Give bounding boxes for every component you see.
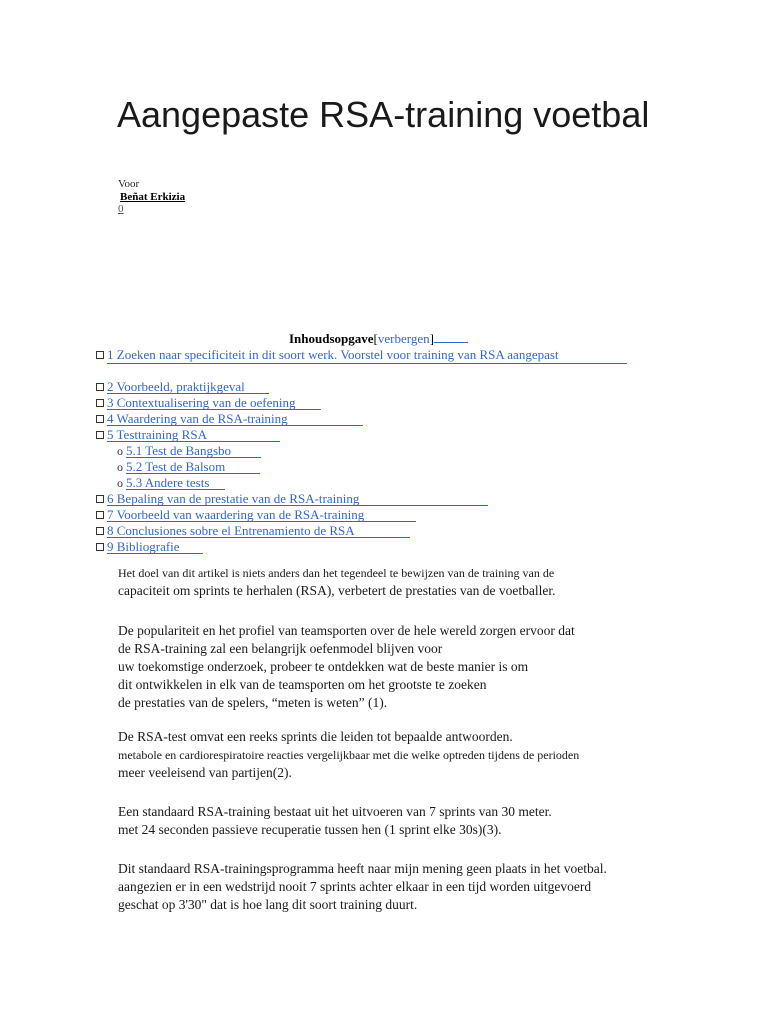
paragraph-line: Dit standaard RSA-trainingsprogramma heeft naar mijn mening geen plaats in het voetbal. — [118, 861, 607, 876]
checkbox-bullet-icon — [96, 415, 104, 423]
toc-link[interactable]: 6 Bepaling van de prestatie van de RSA-training — [107, 492, 488, 506]
paragraph-line: aangezien er in een wedstrijd nooit 7 sprints achter elkaar in een tijd worden uitgevoerd — [118, 879, 592, 894]
paragraph-line: De RSA-test omvat een reeks sprints die leiden tot bepaalde antwoorden. — [118, 729, 513, 744]
ring-bullet-icon: o — [117, 460, 123, 474]
toc-toggle-button[interactable]: verbergen — [377, 331, 430, 346]
paragraph-line: metabole en cardiorespiratoire reacties vergelijkbaar met die welke optreden tijdens de perioden — [118, 748, 580, 762]
toc-item — [96, 379, 627, 395]
toc-title: Inhoudsopgave — [289, 331, 374, 346]
paragraph-rsa-test — [118, 728, 618, 782]
toc-link[interactable]: 4 Waardering van de RSA-training — [107, 412, 363, 426]
paragraph-standard-training — [118, 803, 618, 839]
ring-bullet-icon: o — [117, 476, 123, 490]
toc-link[interactable]: 9 Bibliografie — [107, 540, 203, 554]
toc-link[interactable]: 2 Voorbeeld, praktijkgeval — [107, 380, 269, 394]
checkbox-bullet-icon — [96, 431, 104, 439]
checkbox-bullet-icon — [96, 527, 104, 535]
toc-link[interactable]: 5 Testtraining RSA — [107, 428, 280, 442]
paragraph-popularity — [118, 622, 618, 712]
author-link[interactable]: Beñat Erkizia — [120, 191, 186, 203]
author-count[interactable]: 0 — [118, 203, 124, 215]
toc-item — [96, 507, 627, 523]
paragraph-line: Een standaard RSA-training bestaat uit het uitvoeren van 7 sprints van 30 meter. — [118, 804, 552, 819]
toc-link[interactable]: 5.3 Andere tests — [126, 476, 225, 490]
toc-item — [96, 539, 627, 555]
toc-item — [96, 347, 627, 379]
toc-subitem — [96, 443, 627, 459]
paragraph-line: uw toekomstige onderzoek, probeer te ontdekken wat de beste manier is om — [118, 659, 529, 674]
toc-link[interactable]: 5.1 Test de Bangsbo — [126, 444, 261, 458]
ring-bullet-icon: o — [117, 444, 123, 458]
checkbox-bullet-icon — [96, 495, 104, 503]
paragraph-line: de RSA-training zal een belangrijk oefenmodel blijven voor — [118, 641, 443, 656]
toc-toggle-open: [ — [373, 331, 378, 346]
byline-label: Voor — [118, 178, 140, 190]
toc-list — [96, 347, 627, 555]
paragraph-line: de prestaties van de spelers, “meten is weten” (1). — [118, 695, 388, 710]
toc-link[interactable]: 8 Conclusiones sobre el Entrenamiento de RSA — [107, 524, 410, 538]
toc-item — [96, 523, 627, 539]
checkbox-bullet-icon — [96, 351, 104, 359]
paragraph-opinion — [118, 860, 618, 914]
toc-link[interactable]: 7 Voorbeeld van waardering van de RSA-training — [107, 508, 416, 522]
paragraph-intro — [118, 564, 618, 600]
toc-item — [96, 491, 627, 507]
checkbox-bullet-icon — [96, 383, 104, 391]
toc-subitem — [96, 475, 627, 491]
checkbox-bullet-icon — [96, 399, 104, 407]
toc-header — [289, 331, 468, 347]
checkbox-bullet-icon — [96, 511, 104, 519]
toc-toggle-underline — [434, 332, 468, 343]
toc-toggle-close: ] — [429, 331, 434, 346]
toc-subitem — [96, 459, 627, 475]
checkbox-bullet-icon — [96, 543, 104, 551]
toc-link[interactable]: 1 Zoeken naar specificiteit in dit soort werk. Voorstel voor training van RSA aangepast — [107, 347, 627, 364]
toc-item — [96, 411, 627, 427]
toc-link[interactable]: 5.2 Test de Balsom — [126, 460, 260, 474]
toc-link[interactable]: 3 Contextualisering van de oefening — [107, 396, 321, 410]
paragraph-line: capaciteit om sprints te herhalen (RSA), verbetert de prestaties van de voetballer. — [118, 583, 556, 598]
toc-item — [96, 395, 627, 411]
paragraph-line: met 24 seconden passieve recuperatie tussen hen (1 sprint elke 30s)(3). — [118, 822, 502, 837]
paragraph-line: dit ontwikkelen in elk van de teamsporten om het grootste te zoeken — [118, 677, 487, 692]
paragraph-line: De populariteit en het profiel van teamsporten over de hele wereld zorgen ervoor dat — [118, 623, 575, 638]
paragraph-line: geschat op 3'30" dat is hoe lang dit soort training duurt. — [118, 897, 418, 912]
page-title: Aangepaste RSA-training voetbal — [117, 94, 650, 135]
paragraph-line: meer veeleisend van partijen(2). — [118, 765, 292, 780]
toc-item — [96, 427, 627, 443]
paragraph-line: Het doel van dit artikel is niets anders dan het tegendeel te bewijzen van de training van de — [118, 566, 555, 580]
